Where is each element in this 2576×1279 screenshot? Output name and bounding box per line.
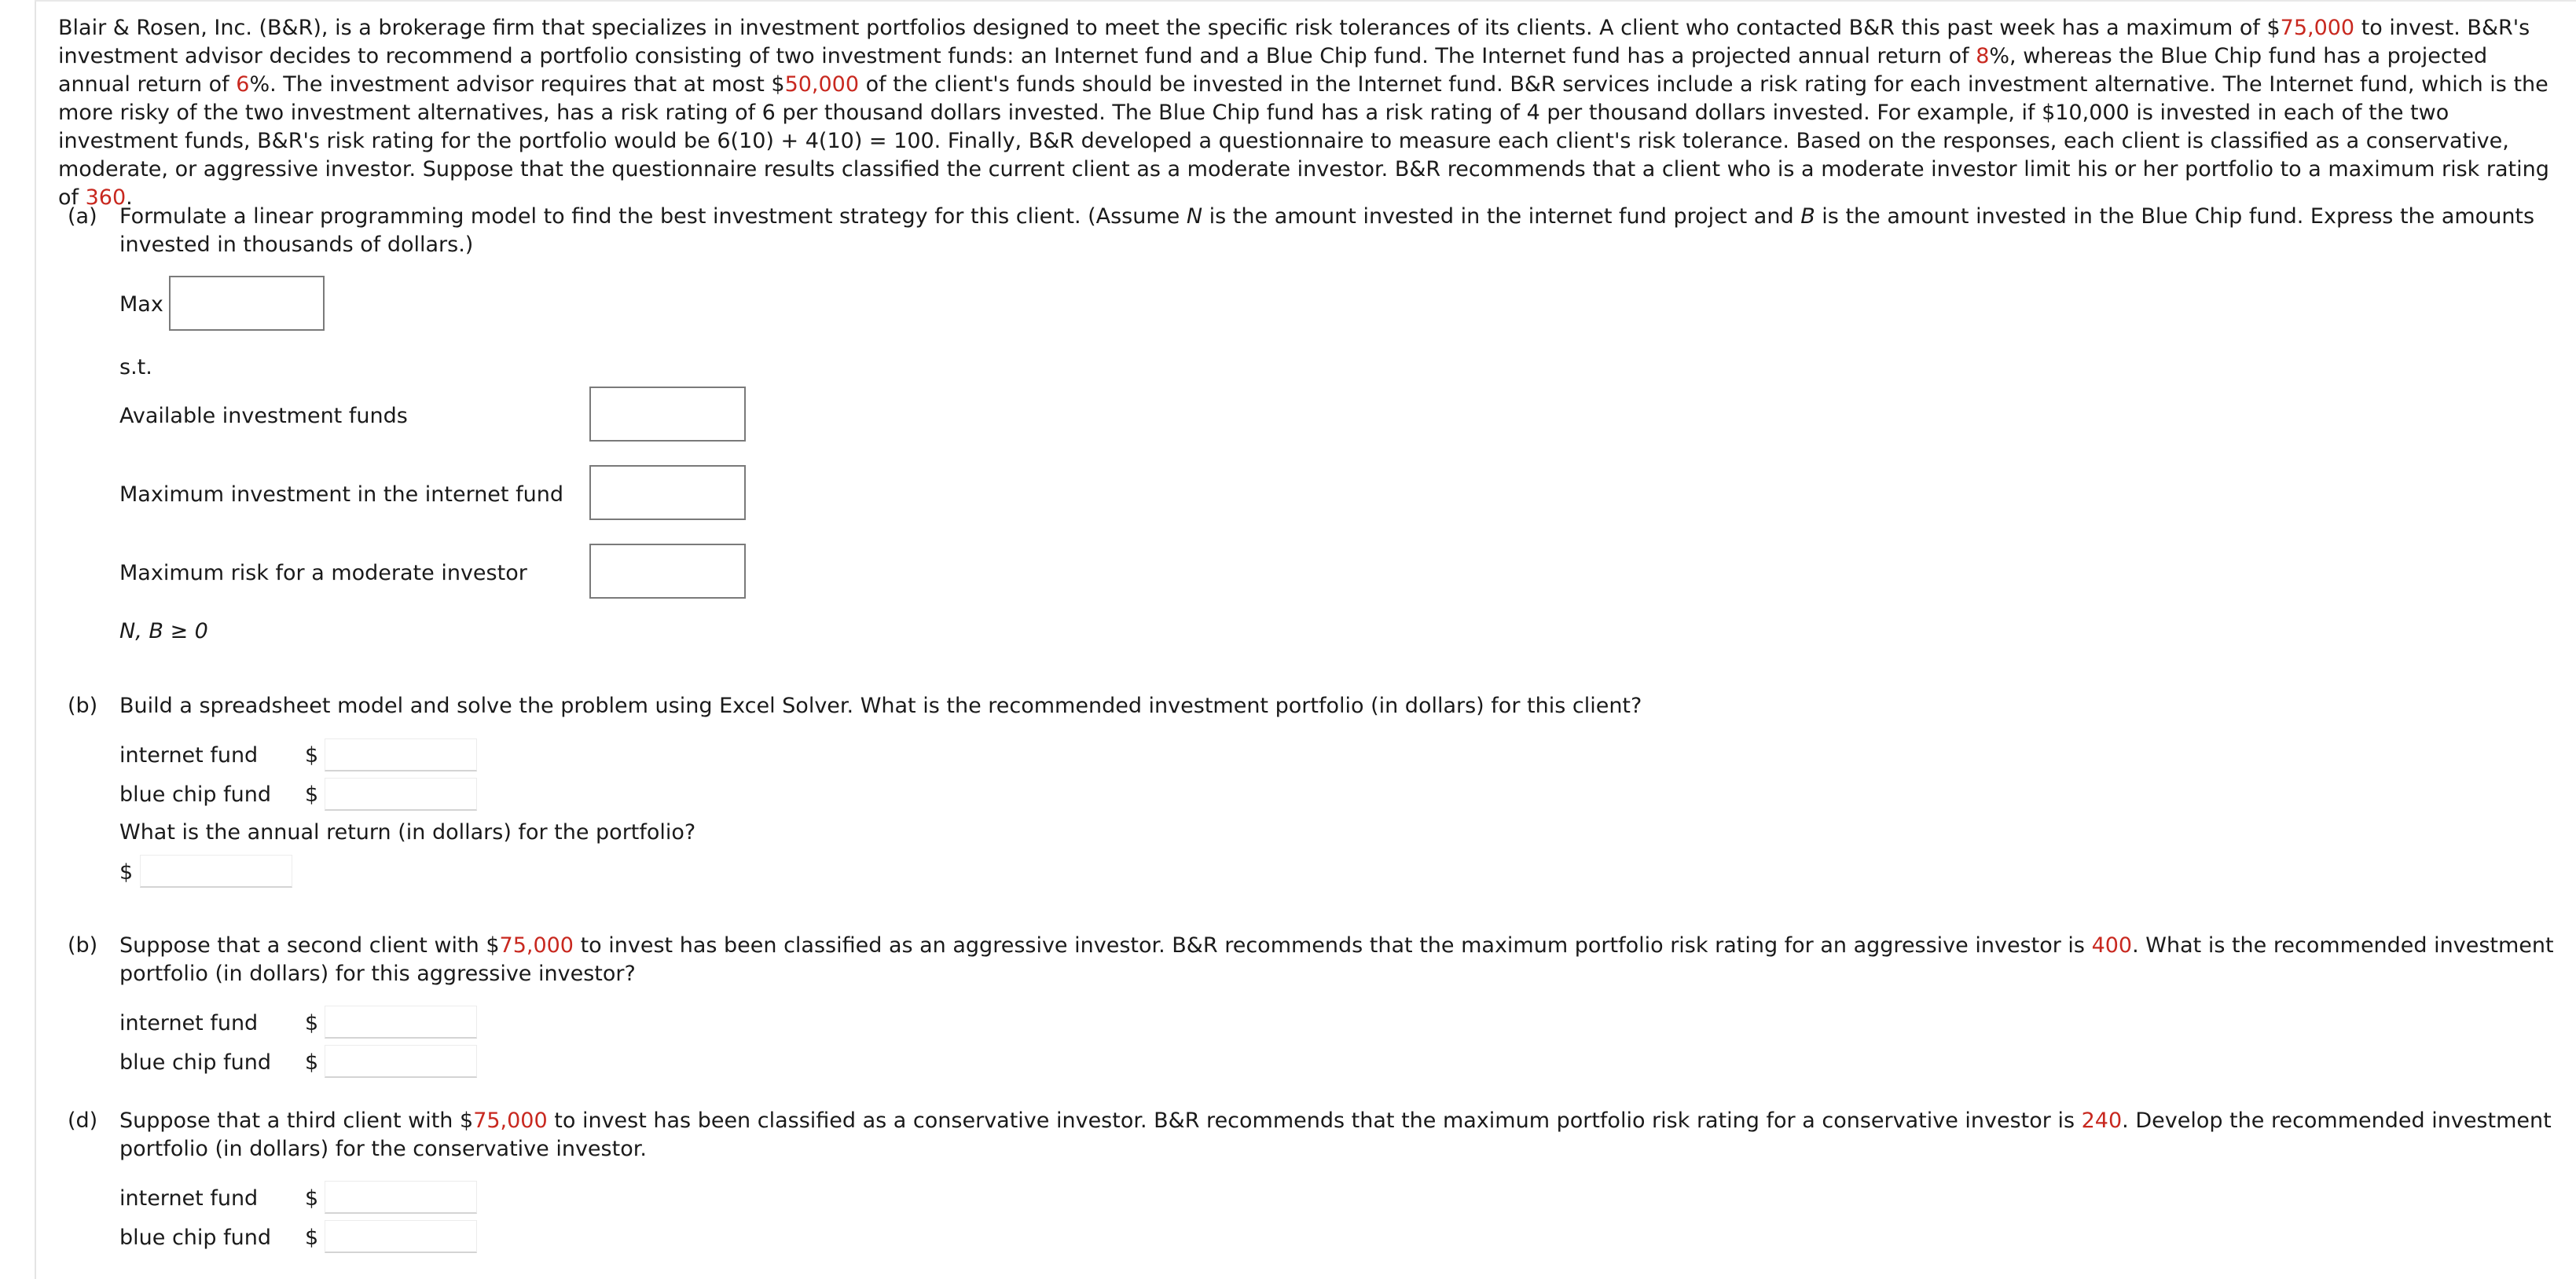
nonnegativity-constraint: N, B ≥ 0 — [119, 619, 208, 643]
currency-symbol: $ — [305, 782, 319, 807]
highlight-value: 8 — [1976, 44, 1990, 68]
highlight-value: 240 — [2081, 1109, 2123, 1133]
part-a-label: (a) — [68, 204, 97, 229]
d-internet-fund-input[interactable] — [325, 1181, 477, 1214]
part-b-label: (b) — [68, 694, 98, 718]
top-border — [35, 0, 2576, 2]
part-c-label: (b) — [68, 933, 98, 958]
part-d-question: Suppose that a third client with $75,000 to invest has been classified as a conservative investor. B&R recommends that the maximum portfolio risk rating for a conservative investor is 240. Develop the recommended investment portfolio (in dollars) for the conservative investor. — [119, 1109, 2552, 1161]
constraint-available-funds-label: Available investment funds — [119, 404, 408, 428]
objective-function-input[interactable] — [169, 276, 325, 331]
part-b-question: Build a spreadsheet model and solve the problem using Excel Solver. What is the recommended investment portfolio (in dollars) for this client? — [119, 694, 1642, 718]
constraint-available-funds-input[interactable] — [589, 387, 746, 442]
c-blue-chip-fund-label: blue chip fund — [119, 1050, 271, 1075]
problem-statement: Blair & Rosen, Inc. (B&R), is a brokerage firm that specializes in investment portfolios designed to meet the specific risk tolerances of its clients. A client who contacted B&R this past week has a maximum of $75,000 to invest. B&R's investment advisor decides to recommend a portfolio consisting of two investment funds: an Internet fund and a Blue Chip fund. The Internet fund has a projected annual return of 8%, whereas the Blue Chip fund has a projected annual return of 6%. The investment advisor requires that at most $50,000 of the client's funds should be invested in the Internet fund. B&R services include a risk rating for each investment alternative. The Internet fund, which is the more risky of the two investment alternatives, has a risk rating of 6 per thousand dollars invested. The Blue Chip fund has a risk rating of 4 per thousand dollars invested. For example, if $10,000 is invested in each of the two investment funds, B&R's risk rating for the portfolio would be 6(10) + 4(10) = 100. Finally, B&R developed a questionnaire to measure each client's risk tolerance. Based on the responses, each client is classified as a conservative, moderate, or aggressive investor. Suppose that the questionnaire results classified the current client as a moderate investor. B&R recommends that a client who is a moderate investor limit his or her portfolio to a maximum risk rating of 360. — [58, 16, 2549, 210]
constraint-max-risk-label: Maximum risk for a moderate investor — [119, 561, 527, 585]
highlight-value: 75,000 — [473, 1109, 548, 1133]
part-d-label: (d) — [68, 1109, 98, 1133]
annual-return-question: What is the annual return (in dollars) for the portfolio? — [119, 820, 696, 845]
part-c-question: Suppose that a second client with $75,000 to invest has been classified as an aggressive investor. B&R recommends that the maximum portfolio risk rating for an aggressive investor is 400. What is the recommended investment portfolio (in dollars) for this aggressive investor? — [119, 933, 2554, 986]
constraint-max-internet-label: Maximum investment in the internet fund — [119, 482, 563, 507]
constraint-max-risk-input[interactable] — [589, 544, 746, 599]
c-internet-fund-label: internet fund — [119, 1011, 259, 1035]
b-blue-chip-fund-label: blue chip fund — [119, 782, 271, 807]
d-blue-chip-fund-label: blue chip fund — [119, 1226, 271, 1250]
currency-symbol: $ — [305, 1226, 319, 1250]
left-border — [35, 0, 36, 1279]
b-internet-fund-input[interactable] — [325, 738, 477, 771]
highlight-value: 50,000 — [784, 72, 860, 97]
max-label: Max — [119, 292, 163, 317]
part-a-question: Formulate a linear programming model to find the best investment strategy for this client. (Assume N is the amount invested in the internet fund project and B is the amount invested in the Blue Chip fund. Express the amounts invested in thousands of dollars.) — [119, 204, 2535, 257]
b-internet-fund-label: internet fund — [119, 743, 259, 768]
d-internet-fund-label: internet fund — [119, 1186, 259, 1211]
c-internet-fund-input[interactable] — [325, 1006, 477, 1039]
highlight-value: 75,000 — [499, 933, 574, 958]
b-blue-chip-fund-input[interactable] — [325, 778, 477, 811]
st-label: s.t. — [119, 355, 152, 379]
currency-symbol: $ — [305, 1011, 319, 1035]
annual-return-input[interactable] — [140, 855, 292, 888]
currency-symbol: $ — [305, 1050, 319, 1075]
currency-symbol: $ — [119, 860, 134, 885]
c-blue-chip-fund-input[interactable] — [325, 1045, 477, 1078]
highlight-value: 6 — [236, 72, 250, 97]
highlight-value: 75,000 — [2280, 16, 2355, 40]
currency-symbol: $ — [305, 1186, 319, 1211]
d-blue-chip-fund-input[interactable] — [325, 1220, 477, 1253]
constraint-max-internet-input[interactable] — [589, 465, 746, 520]
highlight-value: 400 — [2091, 933, 2133, 958]
highlight-value: 360 — [85, 185, 127, 210]
currency-symbol: $ — [305, 743, 319, 768]
